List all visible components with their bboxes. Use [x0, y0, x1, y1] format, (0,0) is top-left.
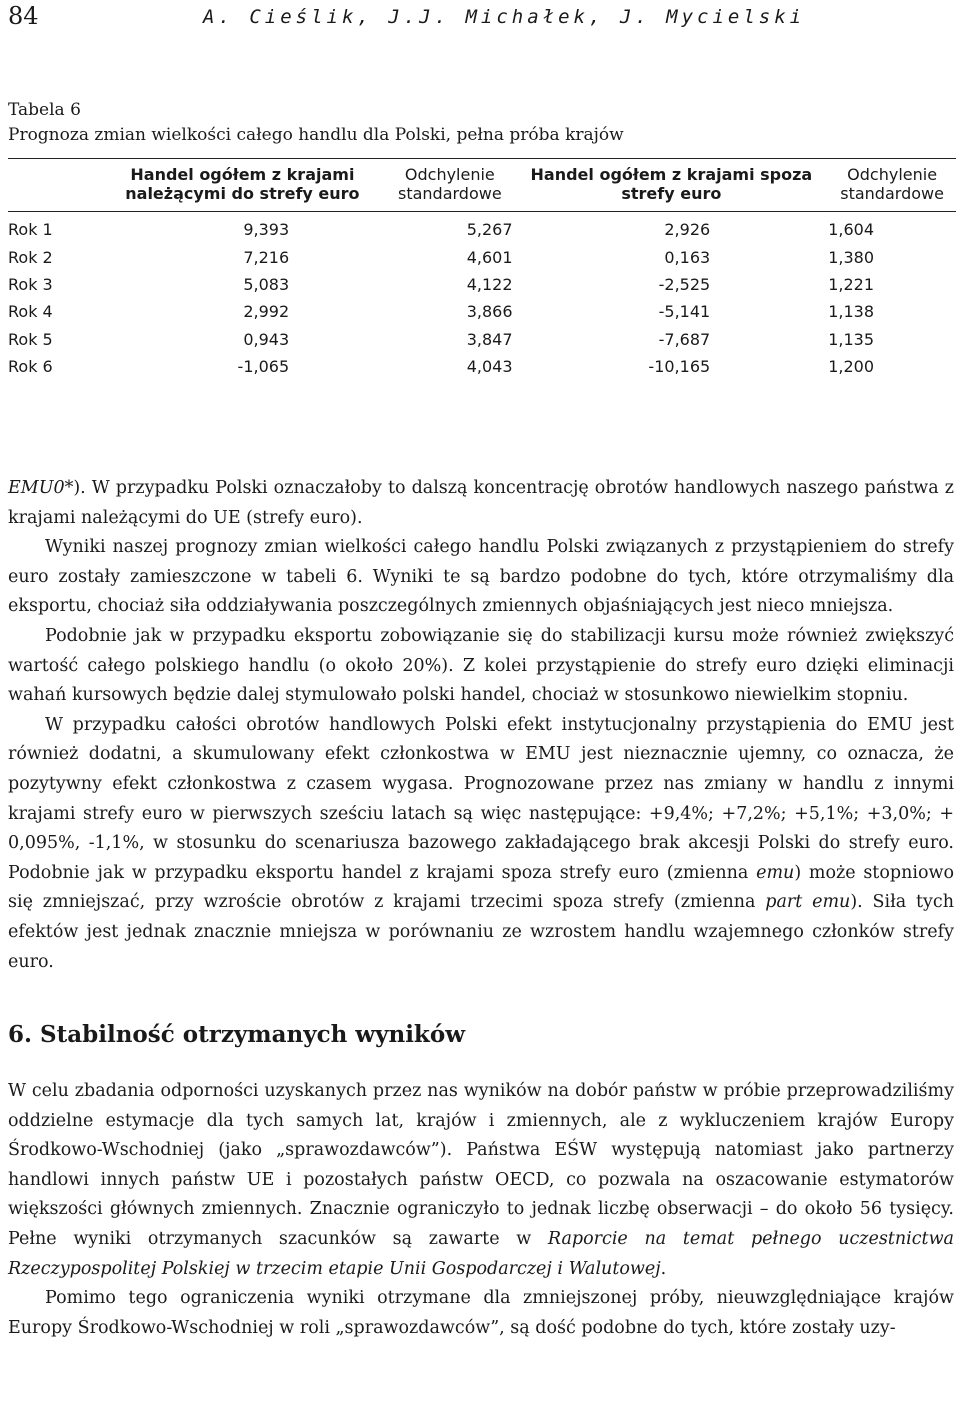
table-header-cell: Odchylenie standardowe: [385, 159, 514, 212]
paragraph-text: W celu zbadania odporności uzyskanych przez nas wyników na dobór państw w próbie przeprowadziliśmy oddzielne estymacje dla tych samych lat, krajów i zmiennych, ale z wykluczeniem krajów Europy Środkowo-Wschodniej (jako „sprawozdawców”). Państwa EŚW występują natomiast jako partnerzy handlowi innych państw UE i pozostałych państw OECD, co pozwala na oszacowanie estymatorów większości głównych zmiennych. Znacznie ograniczyło to jednak liczbę obserwacji – do około 56 tysięcy. Pełne wyniki otrzymanych szacunków są zawarte w: [8, 1081, 954, 1250]
table-cell: Rok 4: [8, 302, 53, 322]
table-cell: 2,992: [243, 302, 290, 322]
table-cell: -7,687: [658, 329, 711, 349]
table-header-cell: Odchylenie standardowe: [828, 159, 956, 212]
table-header-cell: Handel ogółem z krajami spoza strefy euro: [515, 159, 829, 212]
paragraph-text: ). W przypadku Polski oznaczałoby to dalszą koncentrację obrotów handlowych naszego państwa z krajami należącymi do UE (strefy euro).: [8, 478, 954, 528]
paragraph: [8, 711, 954, 977]
table-cell: 3,847: [466, 329, 513, 349]
table-header-cell: [8, 159, 100, 212]
paragraph-text: ). Siła tych efektów jest jednak znacznie mniejsza w porównaniu ze wzrostem handlu wzajemnego członków strefy euro.: [8, 892, 954, 972]
section-heading: 6. Stabilność otrzymanych wyników: [8, 1021, 466, 1049]
paragraph-text: .: [660, 1258, 667, 1279]
table-cell: -1,065: [237, 357, 290, 377]
emu0-term: EMU0*: [8, 478, 74, 498]
report-title: Raporcie na temat pełnego uczestnictwa Rzeczypospolitej Polskiej w trzecim etapie Unii Gospodarczej i Walutowej: [8, 1229, 954, 1279]
table-cell: 4,043: [466, 357, 513, 377]
table-cell: Rok 2: [8, 247, 53, 267]
table-cell: 4,122: [466, 274, 513, 294]
paragraph: [8, 1077, 954, 1284]
table-cell: 9,393: [243, 220, 290, 240]
table-cell: 1,200: [828, 357, 874, 377]
paragraph-text: W przypadku całości obrotów handlowych Polski efekt instytucjonalny przystąpienia do EMU jest również dodatni, a skumulowany efekt członkostwa w EMU jest nieznacznie ujemny, co oznacza, że pozytywny efekt członkostwa z czasem wygasa. Prognozowane przez nas zmiany w handlu z innymi krajami strefy euro w pierwszych sześciu latach są więc następujące: +9,4%; +7,2%; +5,1%; +3,0%; + 0,095%, -1,1%, w stosunku do scenariusza bazowego zakładającego brak akcesji Polski do strefy euro. Podobnie jak w przypadku eksportu handel z krajami spoza strefy euro (zmienna: [8, 714, 954, 883]
paragraph-text: ) może stopniowo się zmniejszać, przy wzroście obrotów z krajami trzecimi spoza strefy (zmienna: [8, 862, 954, 913]
table-cell: 5,083: [243, 274, 290, 294]
running-title: A. Cieślik, J.J. Michałek, J. Mycielski: [203, 6, 806, 28]
table-cell: -10,165: [648, 357, 711, 377]
table-cell: 1,138: [828, 302, 874, 322]
page-number: 84: [8, 2, 39, 30]
table-header-cell: Handel ogółem z krajami należącymi do strefy euro: [100, 159, 385, 212]
table-cell: Rok 1: [8, 220, 53, 240]
table-cell: Rok 3: [8, 274, 53, 294]
table-cell: 4,601: [466, 247, 513, 267]
table-row: [8, 271, 956, 298]
table-cell: -2,525: [658, 274, 711, 294]
table-cell: 0,163: [664, 247, 711, 267]
table-cell: 0,943: [243, 329, 290, 349]
part-emu-variable: part emu: [765, 892, 851, 913]
table-cell: 1,380: [828, 247, 874, 267]
paragraph: Pomimo tego ograniczenia wyniki otrzymane dla zmniejszonej próby, nieuwzględniające krajów Europy Środkowo-Wschodniej w roli „sprawozdawców”, są dość podobne do tych, które zostały uzy-: [8, 1288, 954, 1338]
paragraph: Podobnie jak w przypadku eksportu zobowiązanie się do stabilizacji kursu może również zwiększyć wartość całego polskiego handlu (o około 20%). Z kolei przystąpienie do strefy euro dzięki eliminacji wahań kursowych będzie dalej stymulowało polski handel, chociaż w stosunkowo niewielkim stopniu.: [8, 625, 954, 706]
table-row: [8, 353, 956, 380]
table-cell: Rok 5: [8, 329, 53, 349]
paragraph: [8, 474, 954, 533]
table-cell: -5,141: [658, 302, 711, 322]
table-row: [8, 212, 956, 244]
table-cell: Rok 6: [8, 357, 53, 377]
table-cell: 3,866: [466, 302, 513, 322]
table-label: Tabela 6: [8, 100, 81, 120]
emu-variable: emu: [756, 862, 795, 883]
paragraph: Wyniki naszej prognozy zmian wielkości całego handlu Polski związanych z przystąpieniem do strefy euro zostały zamieszczone w tabeli 6. Wyniki te są bardzo podobne do tych, które otrzymaliśmy dla eksportu, chociaż siła oddziaływania poszczególnych zmiennych objaśniających jest nieco mniejsza.: [8, 537, 954, 617]
table-cell: 7,216: [243, 247, 290, 267]
table-row: [8, 298, 956, 325]
table-row: [8, 326, 956, 353]
table-header-row: [8, 159, 956, 212]
body-text: [8, 474, 954, 1343]
table-cell: 1,604: [828, 220, 874, 240]
table-cell: 2,926: [664, 220, 711, 240]
table-cell: 5,267: [466, 220, 513, 240]
forecast-table: [8, 158, 956, 380]
table-cell: 1,135: [828, 329, 874, 349]
table-row: [8, 243, 956, 270]
table-caption: Prognoza zmian wielkości całego handlu dla Polski, pełna próba krajów: [8, 125, 624, 145]
page-header: [8, 2, 952, 32]
table-cell: 1,221: [828, 274, 874, 294]
